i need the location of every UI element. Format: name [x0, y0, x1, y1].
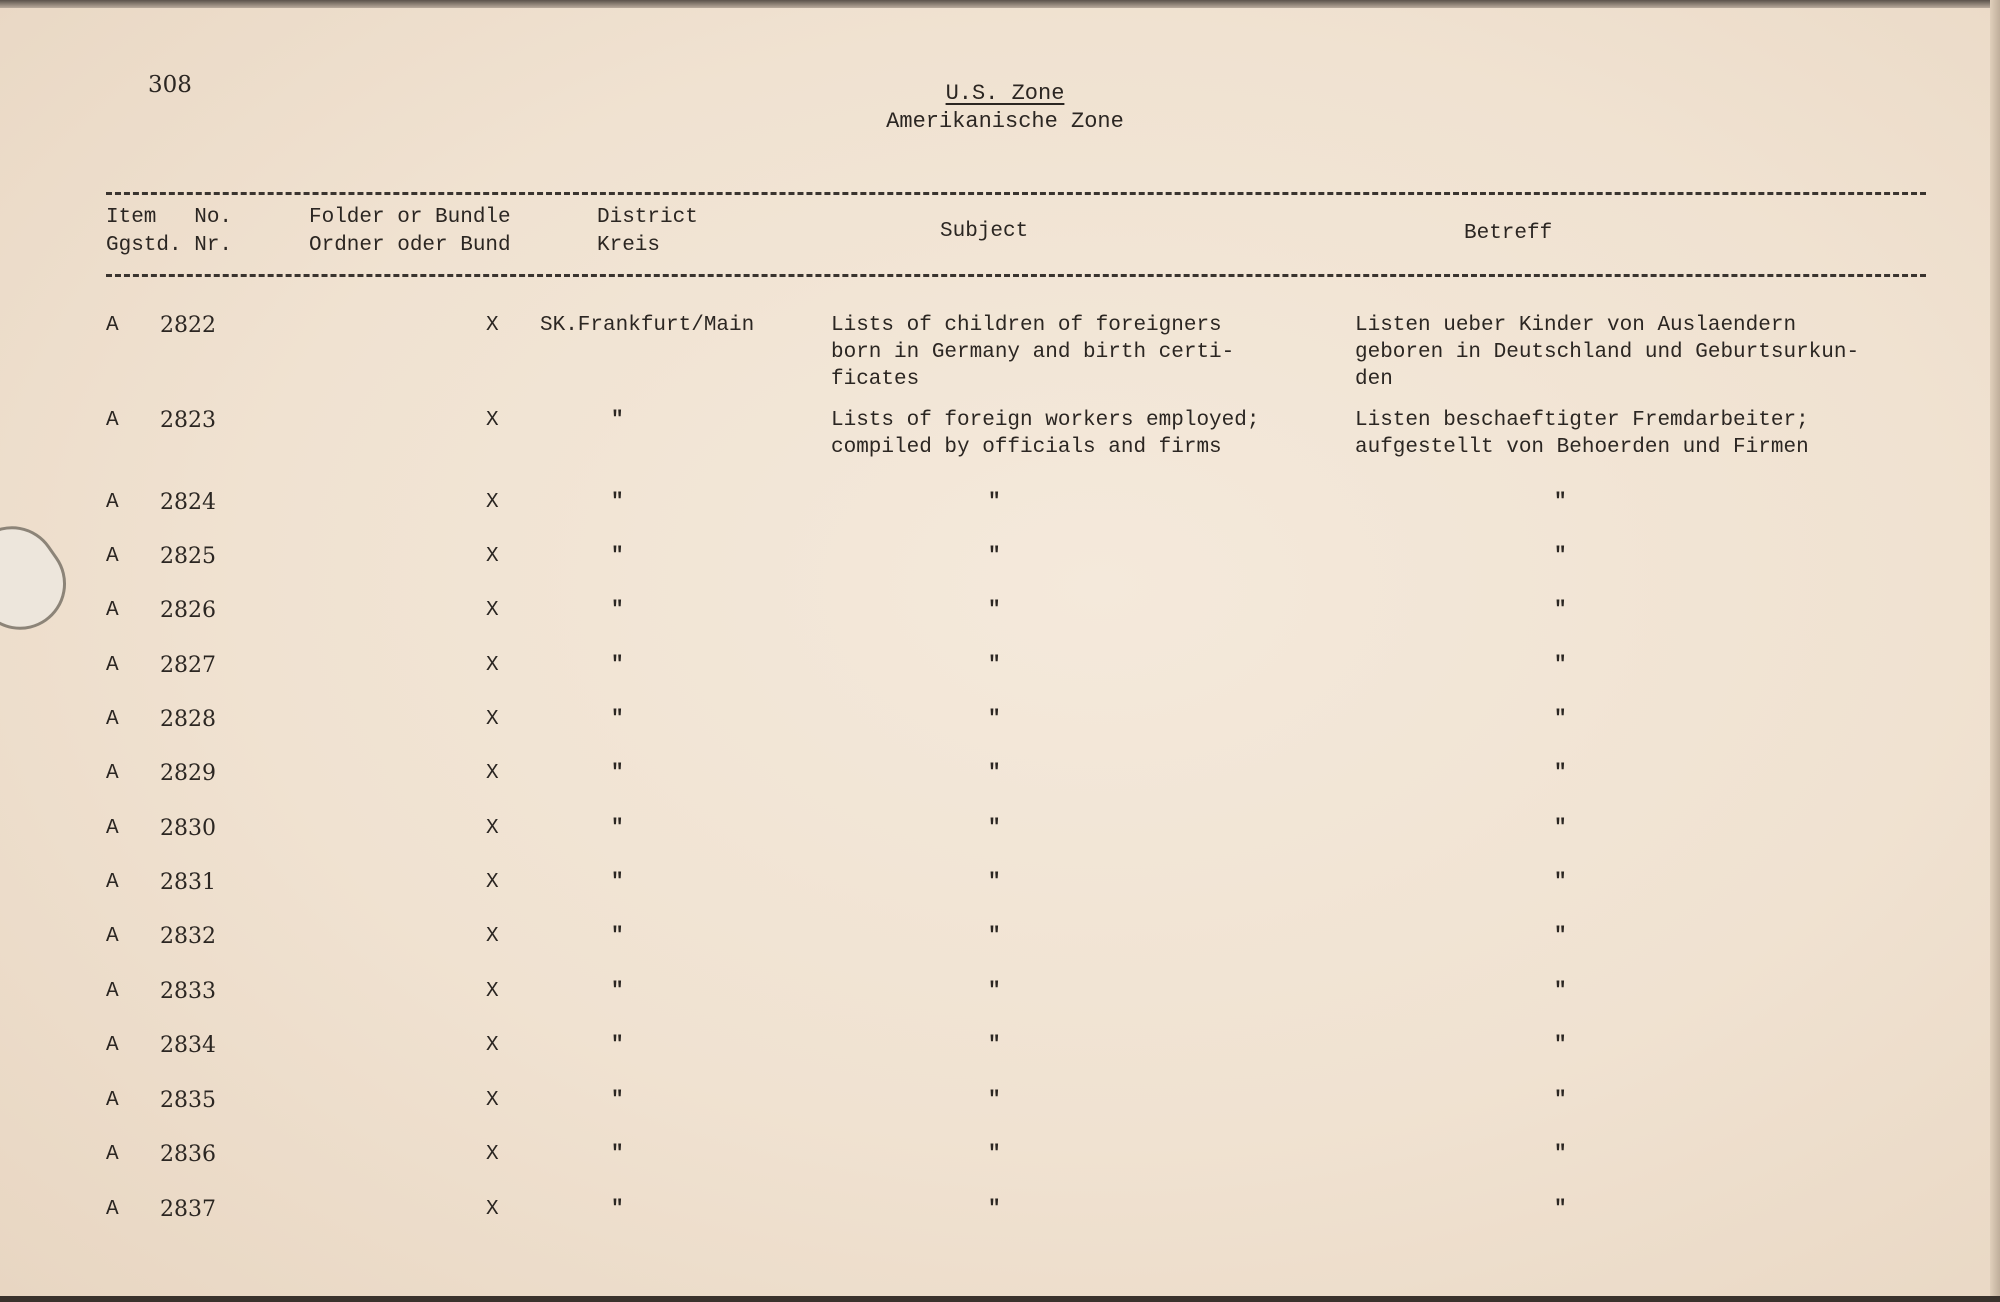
row-betreff: "	[1554, 1034, 1567, 1057]
row-district: "	[611, 491, 624, 514]
row-district: "	[611, 708, 624, 731]
row-subject: "	[988, 654, 1001, 677]
binder-tab	[0, 508, 84, 648]
page-title	[880, 80, 1130, 136]
header-folder-en: Folder or Bundle	[309, 206, 511, 229]
row-folder: X	[486, 314, 499, 337]
row-district: SK.Frankfurt/Main	[540, 314, 755, 337]
row-item: A	[106, 1089, 119, 1112]
row-subject: "	[988, 1143, 1001, 1166]
row-no: 2823	[160, 408, 216, 433]
row-betreff: "	[1554, 980, 1567, 1003]
row-district: "	[611, 817, 624, 840]
row-item: A	[106, 925, 119, 948]
header-rule-bottom	[106, 274, 1926, 277]
row-subject: "	[988, 871, 1001, 894]
row-item: A	[106, 1034, 119, 1057]
row-betreff: "	[1554, 925, 1567, 948]
row-folder: X	[486, 925, 499, 948]
row-no: 2836	[160, 1142, 216, 1167]
row-district: "	[611, 1034, 624, 1057]
row-subject: "	[988, 491, 1001, 514]
row-district: "	[611, 654, 624, 677]
row-subject: Lists of children of foreigners born in Germany and birth certi- ficates	[831, 314, 1235, 391]
row-subject: "	[988, 925, 1001, 948]
row-district: "	[611, 980, 624, 1003]
row-subject: "	[988, 762, 1001, 785]
row-no: 2826	[160, 598, 216, 623]
header-item-no	[106, 204, 232, 260]
row-subject: "	[988, 708, 1001, 731]
row-district: "	[611, 599, 624, 622]
row-folder: X	[486, 409, 499, 432]
row-item: A	[106, 409, 119, 432]
title-german: Amerikanische Zone	[886, 109, 1124, 134]
row-district: "	[611, 1143, 624, 1166]
row-district: "	[611, 1198, 624, 1221]
row-subject: "	[988, 980, 1001, 1003]
row-folder: X	[486, 817, 499, 840]
row-no: 2825	[160, 544, 216, 569]
row-betreff: "	[1554, 654, 1567, 677]
row-folder: X	[486, 654, 499, 677]
row-item: A	[106, 314, 119, 337]
row-betreff: Listen beschaeftigter Fremdarbeiter; aufgestellt von Behoerden und Firmen	[1355, 409, 1809, 459]
row-district: "	[611, 409, 624, 432]
row-folder: X	[486, 1143, 499, 1166]
row-district: "	[611, 925, 624, 948]
row-district: "	[611, 545, 624, 568]
page-number: 308	[148, 72, 192, 98]
row-district: "	[611, 762, 624, 785]
row-subject: "	[988, 1034, 1001, 1057]
row-subject: "	[988, 1198, 1001, 1221]
row-item: A	[106, 980, 119, 1003]
row-item: A	[106, 654, 119, 677]
row-district: "	[611, 1089, 624, 1112]
header-district	[597, 204, 698, 260]
row-folder: X	[486, 708, 499, 731]
row-item: A	[106, 871, 119, 894]
row-folder: X	[486, 1198, 499, 1221]
row-item: A	[106, 545, 119, 568]
row-folder: X	[486, 1089, 499, 1112]
header-folder-de: Ordner oder Bund	[309, 234, 511, 257]
row-no: 2832	[160, 924, 216, 949]
row-subject: "	[988, 1089, 1001, 1112]
row-item: A	[106, 817, 119, 840]
header-district-de: Kreis	[597, 234, 661, 257]
row-betreff: "	[1554, 871, 1567, 894]
row-folder: X	[486, 545, 499, 568]
row-no: 2837	[160, 1197, 216, 1222]
row-no: 2835	[160, 1088, 216, 1113]
row-subject: "	[988, 599, 1001, 622]
header-betreff: Betreff	[1464, 222, 1553, 245]
row-no: 2829	[160, 761, 216, 786]
row-item: A	[106, 708, 119, 731]
header-subject: Subject	[940, 220, 1029, 243]
row-item: A	[106, 1198, 119, 1221]
row-betreff: "	[1554, 1143, 1567, 1166]
row-no: 2831	[160, 870, 216, 895]
row-betreff: "	[1554, 708, 1567, 731]
row-no: 2827	[160, 653, 216, 678]
row-no: 2833	[160, 979, 216, 1004]
row-no: 2824	[160, 490, 216, 515]
row-subject: "	[988, 817, 1001, 840]
row-no: 2834	[160, 1033, 216, 1058]
header-item-no-en: Item No.	[106, 206, 233, 229]
row-no: 2828	[160, 707, 216, 732]
row-betreff: "	[1554, 762, 1567, 785]
row-folder: X	[486, 871, 499, 894]
page-top-edge	[0, 0, 2000, 8]
row-folder: X	[486, 762, 499, 785]
row-folder: X	[486, 1034, 499, 1057]
row-item: A	[106, 599, 119, 622]
page-bottom-edge	[0, 1296, 2000, 1302]
row-item: A	[106, 762, 119, 785]
row-folder: X	[486, 599, 499, 622]
row-betreff: "	[1554, 545, 1567, 568]
title-english: U.S. Zone	[945, 81, 1065, 106]
header-rule-top	[106, 192, 1926, 195]
page-right-edge	[1990, 0, 2000, 1302]
row-no: 2822	[160, 313, 216, 338]
row-item: A	[106, 1143, 119, 1166]
row-subject: Lists of foreign workers employed; compiled by officials and firms	[831, 409, 1260, 459]
row-folder: X	[486, 491, 499, 514]
row-betreff: "	[1554, 817, 1567, 840]
row-subject: "	[988, 545, 1001, 568]
row-no: 2830	[160, 816, 216, 841]
row-folder: X	[486, 980, 499, 1003]
header-district-en: District	[597, 206, 698, 229]
row-betreff: "	[1554, 599, 1567, 622]
row-district: "	[611, 871, 624, 894]
header-item-no-de: Ggstd. Nr.	[106, 234, 233, 257]
row-item: A	[106, 491, 119, 514]
row-betreff: Listen ueber Kinder von Auslaendern geboren in Deutschland und Geburtsurkun- den	[1355, 314, 1860, 391]
header-folder	[309, 204, 511, 260]
row-betreff: "	[1554, 491, 1567, 514]
row-betreff: "	[1554, 1089, 1567, 1112]
row-betreff: "	[1554, 1198, 1567, 1221]
